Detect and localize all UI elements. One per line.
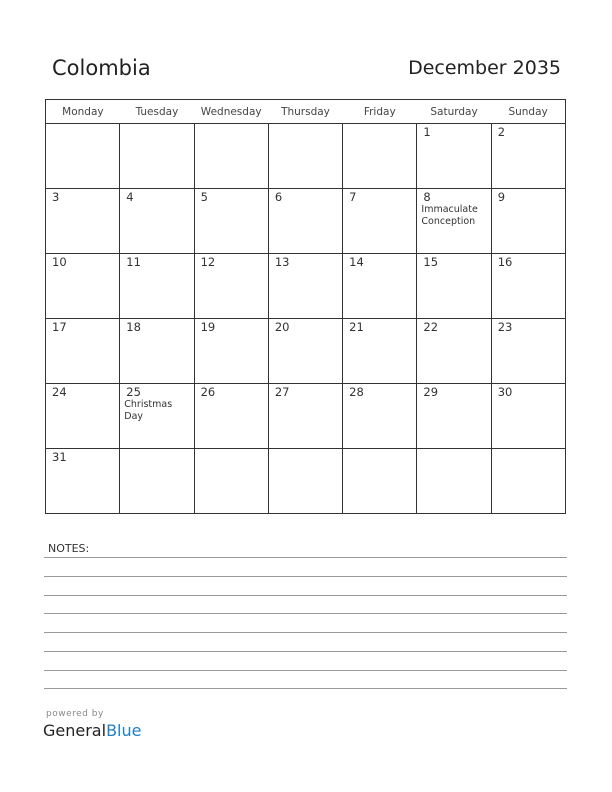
day-cell — [46, 189, 120, 254]
week-row — [46, 254, 566, 319]
notes-line — [44, 557, 567, 558]
day-number — [46, 124, 119, 125]
day-cell — [268, 254, 342, 319]
day-cell — [491, 124, 565, 189]
day-cell — [268, 319, 342, 384]
day-number: 19 — [200, 320, 216, 334]
day-cell — [268, 189, 342, 254]
day-number: 29 — [423, 385, 439, 399]
day-number — [269, 124, 342, 125]
day-number: 3 — [52, 190, 60, 204]
day-number: 22 — [423, 320, 439, 334]
day-number — [195, 449, 268, 450]
day-number: 20 — [274, 320, 290, 334]
day-cell — [120, 189, 194, 254]
day-cell — [417, 449, 491, 514]
weekday-header-row — [46, 100, 566, 124]
powered-by-text: powered by — [46, 709, 104, 719]
day-number: 7 — [349, 190, 357, 204]
day-cell — [491, 254, 565, 319]
notes-label: NOTES: — [48, 542, 90, 555]
day-cell — [46, 319, 120, 384]
day-cell — [343, 254, 417, 319]
day-number: 31 — [52, 450, 67, 464]
day-cell — [343, 449, 417, 514]
day-number: 13 — [274, 255, 290, 269]
day-number: 28 — [349, 385, 364, 399]
notes-line — [44, 613, 567, 614]
day-cell — [194, 124, 268, 189]
notes-line — [44, 632, 567, 633]
day-number: 25 — [126, 385, 141, 399]
weekday-monday: Monday — [46, 100, 120, 124]
day-number — [417, 449, 490, 450]
day-cell — [194, 254, 268, 319]
week-row — [46, 384, 566, 449]
brand-blue: Blue — [106, 721, 142, 740]
day-cell — [120, 254, 194, 319]
weekday-tuesday: Tuesday — [120, 100, 194, 124]
notes-line — [44, 595, 567, 596]
brand-general: General — [43, 721, 107, 740]
weekday-sunday: Sunday — [491, 100, 565, 124]
week-row — [46, 124, 566, 189]
day-cell — [120, 319, 194, 384]
month-year-title: December 2035 — [408, 57, 561, 79]
calendar-grid — [45, 99, 566, 514]
day-cell — [194, 449, 268, 514]
day-number: 12 — [200, 255, 216, 269]
day-cell — [417, 319, 491, 384]
day-cell — [491, 189, 565, 254]
day-cell — [417, 124, 491, 189]
day-number: 4 — [126, 190, 134, 204]
day-cell — [120, 449, 194, 514]
day-number: 9 — [497, 190, 506, 204]
day-cell — [417, 189, 491, 254]
notes-line — [44, 688, 567, 689]
week-row — [46, 449, 566, 514]
day-number: 18 — [126, 320, 141, 334]
brand-logo — [43, 721, 141, 740]
day-cell — [194, 319, 268, 384]
day-cell — [268, 449, 342, 514]
day-number: 30 — [497, 385, 513, 399]
day-number: 1 — [423, 125, 431, 139]
day-number: 2 — [497, 125, 506, 139]
day-number: 10 — [52, 255, 67, 269]
day-cell — [120, 384, 194, 449]
weekday-saturday: Saturday — [417, 100, 491, 124]
week-row — [46, 189, 566, 254]
day-number — [269, 449, 342, 450]
day-cell — [46, 449, 120, 514]
notes-line — [44, 576, 567, 577]
day-cell — [46, 254, 120, 319]
day-cell — [417, 254, 491, 319]
notes-line — [44, 651, 567, 652]
holiday-label: Immaculate Conception — [421, 204, 478, 227]
day-number: 17 — [52, 320, 67, 334]
day-cell — [491, 449, 565, 514]
day-number: 11 — [126, 255, 141, 269]
day-number: 24 — [52, 385, 67, 399]
day-number: 5 — [200, 190, 208, 204]
notes-line — [44, 670, 567, 671]
weekday-wednesday: Wednesday — [194, 100, 268, 124]
week-row — [46, 319, 566, 384]
day-number: 8 — [423, 190, 431, 204]
day-cell — [417, 384, 491, 449]
weekday-friday: Friday — [343, 100, 417, 124]
day-cell — [194, 384, 268, 449]
day-number — [120, 124, 193, 125]
day-cell — [343, 189, 417, 254]
day-number: 14 — [349, 255, 364, 269]
calendar-weeks — [46, 124, 566, 514]
day-number: 23 — [497, 320, 513, 334]
holiday-label: Christmas Day — [124, 399, 173, 422]
day-number — [343, 449, 416, 450]
day-number: 6 — [274, 190, 283, 204]
day-number: 27 — [274, 385, 290, 399]
day-number — [343, 124, 416, 125]
day-number — [492, 449, 565, 450]
day-cell — [343, 124, 417, 189]
day-cell — [46, 384, 120, 449]
day-number — [120, 449, 193, 450]
day-number: 26 — [200, 385, 216, 399]
day-cell — [491, 319, 565, 384]
day-cell — [46, 124, 120, 189]
day-cell — [268, 124, 342, 189]
day-cell — [343, 319, 417, 384]
day-number: 21 — [349, 320, 364, 334]
day-cell — [268, 384, 342, 449]
day-cell — [491, 384, 565, 449]
country-title: Colombia — [52, 56, 151, 80]
day-number: 15 — [423, 255, 439, 269]
day-number — [195, 124, 268, 125]
day-number: 16 — [497, 255, 513, 269]
day-cell — [194, 189, 268, 254]
weekday-thursday: Thursday — [268, 100, 342, 124]
day-cell — [120, 124, 194, 189]
day-cell — [343, 384, 417, 449]
